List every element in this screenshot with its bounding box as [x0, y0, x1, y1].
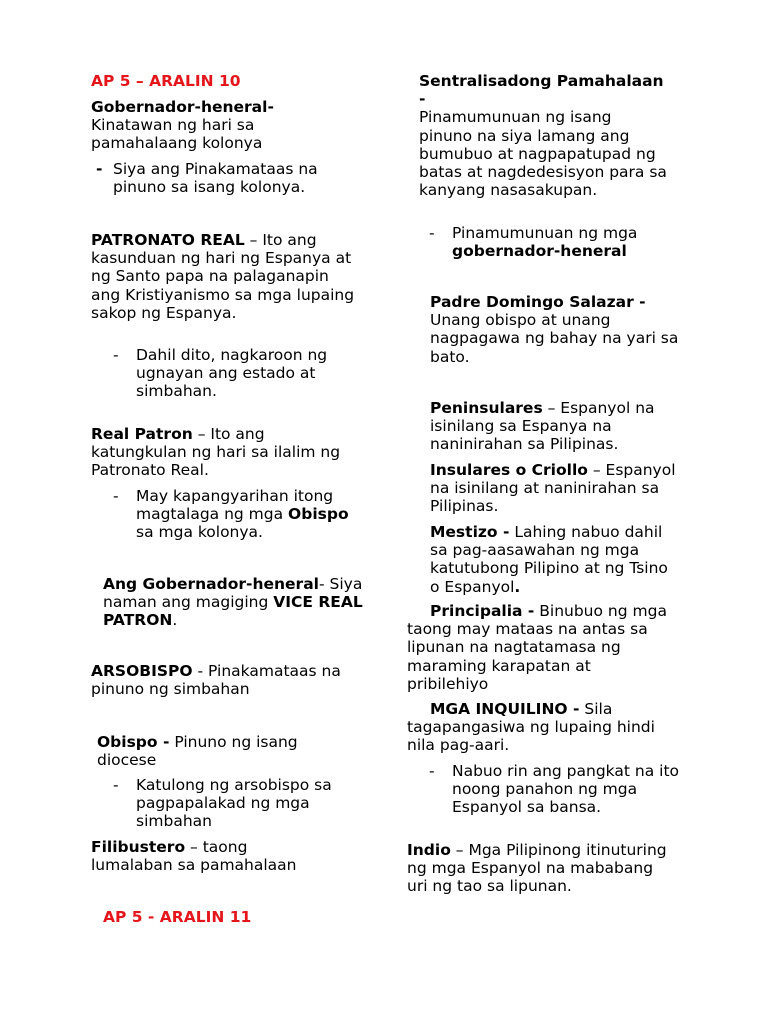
term: Ang Gobernador-heneral [103, 575, 319, 593]
sentralisadong-pamahalaan-bullet [419, 224, 679, 260]
term: Real Patron [91, 425, 193, 443]
sentralisadong-pamahalaan-definition [419, 72, 669, 199]
obispo-definition [97, 733, 337, 769]
definition: Binubuo ng mga taong may mataas na antas sa lipunan na nagtatamasa ng maraming karapatan at pribilehiyo [407, 602, 667, 693]
definition: – Espanyol na isinilang at naninirahan sa Pilipinas. [430, 461, 676, 516]
definition: – Espanyol na isinilang sa Espanya na naninirahan sa Pilipinas. [430, 399, 655, 454]
term: Insulares o Criollo [430, 461, 588, 479]
lesson-10-heading: AP 5 – ARALIN 10 [91, 72, 241, 90]
bullet-text [452, 224, 679, 260]
bullet-dash: - [429, 762, 435, 780]
vice-real-patron-emphasis: VICE REAL PATRON [103, 593, 363, 630]
bullet-text: Dahil dito, nagkaroon ng ugnayan ang estado at simbahan. [136, 346, 328, 401]
term: Obispo - [97, 733, 170, 751]
inquilino-definition [407, 700, 667, 755]
definition: Unang obispo at unang nagpagawa ng bahay na yari sa bato. [430, 311, 679, 366]
vice-real-patron-note [103, 575, 363, 630]
gobernador-heneral-bullet [91, 160, 361, 196]
insulares-definition [430, 461, 680, 516]
obispo-emphasis: Obispo [288, 505, 349, 524]
gobernador-heneral-emphasis: gobernador-heneral [452, 242, 627, 261]
peninsulares-definition [430, 399, 680, 454]
period: . [514, 577, 521, 596]
term: Principalia - [430, 602, 535, 620]
bullet-dash: - [113, 776, 119, 794]
indio-definition [407, 841, 667, 896]
real-patron-bullet [91, 487, 371, 542]
padre-domingo-salazar-definition [430, 293, 680, 366]
term: MGA INQUILINO - [430, 700, 580, 718]
bullet-text: Siya ang Pinakamataas na pinuno sa isang kolonya. [113, 160, 318, 197]
term: ARSOBISPO [91, 662, 193, 680]
term: Mestizo - [430, 523, 510, 541]
bullet-text [136, 487, 371, 542]
definition: Pinuno ng isang diocese [97, 733, 298, 770]
bullet-dash: - [113, 487, 119, 505]
patronato-real-bullet [91, 346, 361, 401]
inquilino-bullet [419, 762, 681, 817]
definition: Lahing nabuo dahil sa pag-aasawahan ng mga katutubong Pilipino at ng Tsino o Espanyol [430, 523, 668, 596]
term: Peninsulares [430, 399, 543, 417]
definition: – taong lumalaban sa pamahalaan [91, 838, 297, 875]
definition: Kinatawan ng hari sa pamahalaang kolonya [91, 116, 263, 153]
definition: - Pinakamataas na pinuno ng simbahan [91, 662, 341, 699]
bullet-dash: - [113, 346, 119, 364]
text: . [172, 611, 178, 630]
mestizo-definition [430, 523, 680, 596]
definition: – Ito ang kasunduan ng hari ng Espanya at ng Santo papa na palaganapin ang Kristiyanismo sa mga lupaing sakop ng Espanya. [91, 231, 355, 322]
term: Sentralisadong Pamahalaan - [419, 72, 664, 109]
text: Pinamumunuan ng mga [452, 224, 638, 242]
patronato-real-definition [91, 231, 361, 322]
filibustero-definition [91, 838, 331, 874]
term: PATRONATO REAL [91, 231, 245, 249]
definition: – Mga Pilipinong itinuturing ng mga Espanyol na mababang uri ng tao sa lipunan. [407, 841, 667, 896]
text: May kapangyarihan itong magtalaga ng mga [136, 487, 334, 524]
text: - Siya naman ang magiging [103, 575, 363, 612]
text: sa mga kolonya. [136, 523, 263, 542]
real-patron-definition [91, 425, 361, 480]
term: Gobernador-heneral- [91, 98, 274, 116]
definition: Pinamumunuan ng isang pinuno na siya lamang ang bumubuo at nagpapatupad ng batas at nagdedesisyon para sa kanyang nasasakupan. [419, 108, 667, 200]
bullet-dash: - [429, 224, 435, 242]
bullet-dash: - [96, 160, 103, 178]
definition: Sila tagapangasiwa ng lupaing hindi nila pag-aari. [407, 700, 655, 755]
gobernador-heneral-definition [91, 98, 321, 153]
definition: – Ito ang katungkulan ng hari sa ilalim ng Patronato Real. [91, 425, 341, 480]
principalia-definition [407, 602, 667, 693]
obispo-bullet [91, 776, 371, 831]
term: Padre Domingo Salazar - [430, 293, 646, 311]
bullet-text: Nabuo rin ang pangkat na ito noong panahon ng mga Espanyol sa bansa. [452, 762, 680, 817]
term: Filibustero [91, 838, 186, 856]
lesson-11-heading: AP 5 - ARALIN 11 [103, 908, 252, 926]
bullet-text: Katulong ng arsobispo sa pagpapalakad ng mga simbahan [136, 776, 332, 831]
term: Indio [407, 841, 451, 859]
arsobispo-definition [91, 662, 361, 698]
